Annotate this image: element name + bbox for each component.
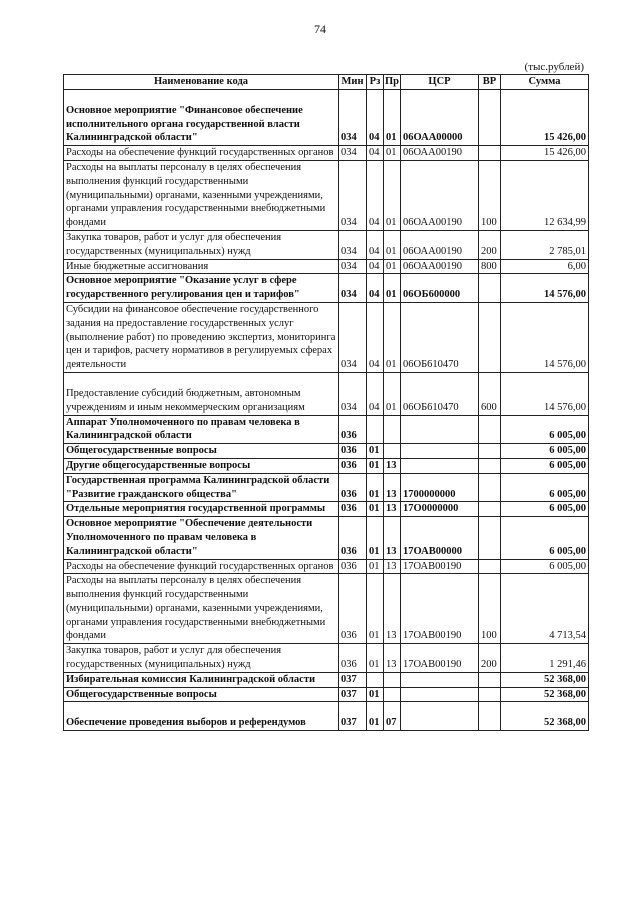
row-pr-cell: 01 [384, 160, 401, 230]
page-number: 74 [314, 22, 326, 36]
table-row [64, 458, 589, 473]
row-min-cell: 036 [339, 574, 367, 644]
row-sum-cell: 4 713,54 [501, 574, 589, 644]
row-sum-cell: 6,00 [501, 259, 589, 274]
row-sum-cell: 6 005,00 [501, 473, 589, 502]
row-pr-cell: 01 [384, 89, 401, 145]
row-sum-cell: 14 576,00 [501, 302, 589, 372]
table-row [64, 259, 589, 274]
row-csr-cell: 06ОБ610470 [401, 302, 479, 372]
row-vr-cell [479, 559, 501, 574]
row-vr-cell [479, 274, 501, 303]
row-min-cell: 034 [339, 302, 367, 372]
table-row [64, 473, 589, 502]
header-sum: Сумма [501, 75, 589, 90]
row-rz-cell: 01 [367, 574, 384, 644]
row-rz-cell [367, 672, 384, 687]
row-rz-cell: 04 [367, 274, 384, 303]
row-name-cell: Отдельные мероприятия государственной программы [64, 502, 339, 517]
table-row [64, 89, 589, 145]
row-min-cell: 034 [339, 230, 367, 259]
row-vr-cell [479, 89, 501, 145]
table-header-row [64, 75, 589, 90]
row-min-cell: 034 [339, 372, 367, 415]
row-sum-cell: 6 005,00 [501, 517, 589, 559]
row-vr-cell [479, 444, 501, 459]
row-min-cell: 037 [339, 687, 367, 702]
row-sum-cell: 6 005,00 [501, 502, 589, 517]
row-vr-cell [479, 146, 501, 161]
row-name-cell: Аппарат Уполномоченного по правам человека в Калининградской области [64, 415, 339, 444]
row-min-cell: 036 [339, 517, 367, 559]
table-row [64, 372, 589, 415]
row-name-cell: Основное мероприятие "Обеспечение деятельности Уполномоченного по правам человека в Калининградской области" [64, 517, 339, 559]
row-csr-cell: 06ОАА00190 [401, 230, 479, 259]
row-min-cell: 036 [339, 559, 367, 574]
row-csr-cell: 17ОАВ00190 [401, 574, 479, 644]
row-name-cell: Расходы на выплаты персоналу в целях обеспечения выполнения функций государственными (муниципальными) органами, казенными учреждениями, органами управления государственными внебюджетными фондами [64, 574, 339, 644]
row-name-cell: Обеспечение проведения выборов и референдумов [64, 702, 339, 731]
row-csr-cell [401, 672, 479, 687]
header-pr: Пр [384, 75, 401, 90]
row-csr-cell [401, 415, 479, 444]
row-min-cell: 036 [339, 502, 367, 517]
row-pr-cell: 13 [384, 559, 401, 574]
row-rz-cell: 04 [367, 372, 384, 415]
row-rz-cell: 01 [367, 502, 384, 517]
row-csr-cell: 06ОАА00190 [401, 146, 479, 161]
row-vr-cell: 100 [479, 160, 501, 230]
row-name-cell: Избирательная комиссия Калининградской области [64, 672, 339, 687]
row-pr-cell [384, 444, 401, 459]
row-name-cell: Основное мероприятие "Финансовое обеспечение исполнительного органа государственной власти Калининградской области" [64, 89, 339, 145]
table-row [64, 160, 589, 230]
row-csr-cell: 17ОАВ00000 [401, 517, 479, 559]
table-row [64, 415, 589, 444]
header-vr: ВР [479, 75, 501, 90]
row-vr-cell: 100 [479, 574, 501, 644]
row-name-cell: Субсидии на финансовое обеспечение государственного задания на предоставление государственных услуг (выполнение работ) по проведению экспертиз, мониторинга цен и тарифов, расчету нормативов в регулируемых сферах деятельности [64, 302, 339, 372]
row-csr-cell [401, 444, 479, 459]
row-rz-cell: 01 [367, 702, 384, 731]
row-rz-cell: 04 [367, 160, 384, 230]
row-rz-cell: 04 [367, 302, 384, 372]
row-min-cell: 037 [339, 702, 367, 731]
row-sum-cell: 6 005,00 [501, 415, 589, 444]
table-row [64, 517, 589, 559]
row-pr-cell: 13 [384, 644, 401, 673]
row-rz-cell: 04 [367, 259, 384, 274]
row-min-cell: 036 [339, 644, 367, 673]
row-rz-cell: 01 [367, 473, 384, 502]
row-pr-cell [384, 687, 401, 702]
row-name-cell: Общегосударственные вопросы [64, 444, 339, 459]
row-pr-cell: 01 [384, 372, 401, 415]
row-name-cell: Основное мероприятие "Оказание услуг в сфере государственного регулирования цен и тарифов" [64, 274, 339, 303]
row-min-cell: 034 [339, 89, 367, 145]
row-vr-cell [479, 502, 501, 517]
row-vr-cell [479, 687, 501, 702]
row-sum-cell: 52 368,00 [501, 672, 589, 687]
row-csr-cell [401, 702, 479, 731]
row-rz-cell: 01 [367, 517, 384, 559]
row-vr-cell [479, 458, 501, 473]
row-csr-cell: 17ОАВ00190 [401, 559, 479, 574]
row-csr-cell: 06ОБ610470 [401, 372, 479, 415]
row-sum-cell: 6 005,00 [501, 559, 589, 574]
table-row [64, 230, 589, 259]
row-name-cell: Предоставление субсидий бюджетным, автономным учреждениям и иным некоммерческим организациям [64, 372, 339, 415]
budget-table [63, 74, 589, 731]
row-min-cell: 037 [339, 672, 367, 687]
row-rz-cell: 01 [367, 444, 384, 459]
row-vr-cell [479, 517, 501, 559]
row-vr-cell [479, 473, 501, 502]
row-sum-cell: 52 368,00 [501, 702, 589, 731]
row-csr-cell: 06ОАА00000 [401, 89, 479, 145]
table-row [64, 687, 589, 702]
header-min: Мин [339, 75, 367, 90]
row-csr-cell [401, 458, 479, 473]
table-row [64, 274, 589, 303]
row-csr-cell: 1700000000 [401, 473, 479, 502]
row-rz-cell [367, 415, 384, 444]
row-name-cell: Государственная программа Калининградской области "Развитие гражданского общества" [64, 473, 339, 502]
row-sum-cell: 14 576,00 [501, 372, 589, 415]
row-sum-cell: 14 576,00 [501, 274, 589, 303]
row-vr-cell: 800 [479, 259, 501, 274]
row-rz-cell: 04 [367, 89, 384, 145]
row-pr-cell: 01 [384, 259, 401, 274]
row-min-cell: 036 [339, 458, 367, 473]
row-pr-cell [384, 415, 401, 444]
row-pr-cell: 13 [384, 473, 401, 502]
row-min-cell: 036 [339, 415, 367, 444]
row-vr-cell [479, 302, 501, 372]
header-rz: Рз [367, 75, 384, 90]
row-pr-cell: 01 [384, 274, 401, 303]
row-sum-cell: 1 291,46 [501, 644, 589, 673]
row-rz-cell: 01 [367, 644, 384, 673]
row-csr-cell: 06ОАА00190 [401, 259, 479, 274]
row-csr-cell: 06ОАА00190 [401, 160, 479, 230]
row-pr-cell: 13 [384, 458, 401, 473]
row-min-cell: 034 [339, 146, 367, 161]
row-name-cell: Общегосударственные вопросы [64, 687, 339, 702]
row-name-cell: Закупка товаров, работ и услуг для обеспечения государственных (муниципальных) нужд [64, 644, 339, 673]
row-sum-cell: 2 785,01 [501, 230, 589, 259]
table-row [64, 702, 589, 731]
row-sum-cell: 15 426,00 [501, 146, 589, 161]
table-row [64, 672, 589, 687]
row-rz-cell: 01 [367, 458, 384, 473]
row-min-cell: 036 [339, 444, 367, 459]
row-pr-cell: 01 [384, 230, 401, 259]
row-rz-cell: 01 [367, 687, 384, 702]
row-vr-cell: 200 [479, 644, 501, 673]
row-vr-cell: 600 [479, 372, 501, 415]
table-row [64, 146, 589, 161]
row-min-cell: 034 [339, 160, 367, 230]
table-row [64, 302, 589, 372]
row-name-cell: Расходы на обеспечение функций государственных органов [64, 146, 339, 161]
row-pr-cell: 07 [384, 702, 401, 731]
row-pr-cell [384, 672, 401, 687]
row-pr-cell: 13 [384, 574, 401, 644]
row-sum-cell: 12 634,99 [501, 160, 589, 230]
row-vr-cell: 200 [479, 230, 501, 259]
table-row [64, 574, 589, 644]
row-rz-cell: 01 [367, 559, 384, 574]
row-name-cell: Закупка товаров, работ и услуг для обеспечения государственных (муниципальных) нужд [64, 230, 339, 259]
units-label: (тыс.рублей) [524, 61, 584, 73]
row-csr-cell: 17ОАВ00190 [401, 644, 479, 673]
row-min-cell: 034 [339, 274, 367, 303]
header-csr: ЦСР [401, 75, 479, 90]
table-row [64, 559, 589, 574]
table-row [64, 444, 589, 459]
row-vr-cell [479, 415, 501, 444]
row-csr-cell [401, 687, 479, 702]
row-rz-cell: 04 [367, 230, 384, 259]
row-name-cell: Другие общегосударственные вопросы [64, 458, 339, 473]
header-name: Наименование кода [64, 75, 339, 90]
row-sum-cell: 6 005,00 [501, 444, 589, 459]
row-vr-cell [479, 702, 501, 731]
row-csr-cell: 17О0000000 [401, 502, 479, 517]
row-name-cell: Расходы на обеспечение функций государственных органов [64, 559, 339, 574]
row-pr-cell: 01 [384, 146, 401, 161]
row-csr-cell: 06ОБ600000 [401, 274, 479, 303]
row-min-cell: 036 [339, 473, 367, 502]
row-name-cell: Расходы на выплаты персоналу в целях обеспечения выполнения функций государственными (муниципальными) органами, казенными учреждениями, органами управления государственными внебюджетными фондами [64, 160, 339, 230]
row-name-cell: Иные бюджетные ассигнования [64, 259, 339, 274]
row-sum-cell: 15 426,00 [501, 89, 589, 145]
row-vr-cell [479, 672, 501, 687]
row-min-cell: 034 [339, 259, 367, 274]
row-pr-cell: 13 [384, 517, 401, 559]
table-row [64, 502, 589, 517]
row-sum-cell: 6 005,00 [501, 458, 589, 473]
row-rz-cell: 04 [367, 146, 384, 161]
row-sum-cell: 52 368,00 [501, 687, 589, 702]
table-row [64, 644, 589, 673]
row-pr-cell: 01 [384, 302, 401, 372]
row-pr-cell: 13 [384, 502, 401, 517]
